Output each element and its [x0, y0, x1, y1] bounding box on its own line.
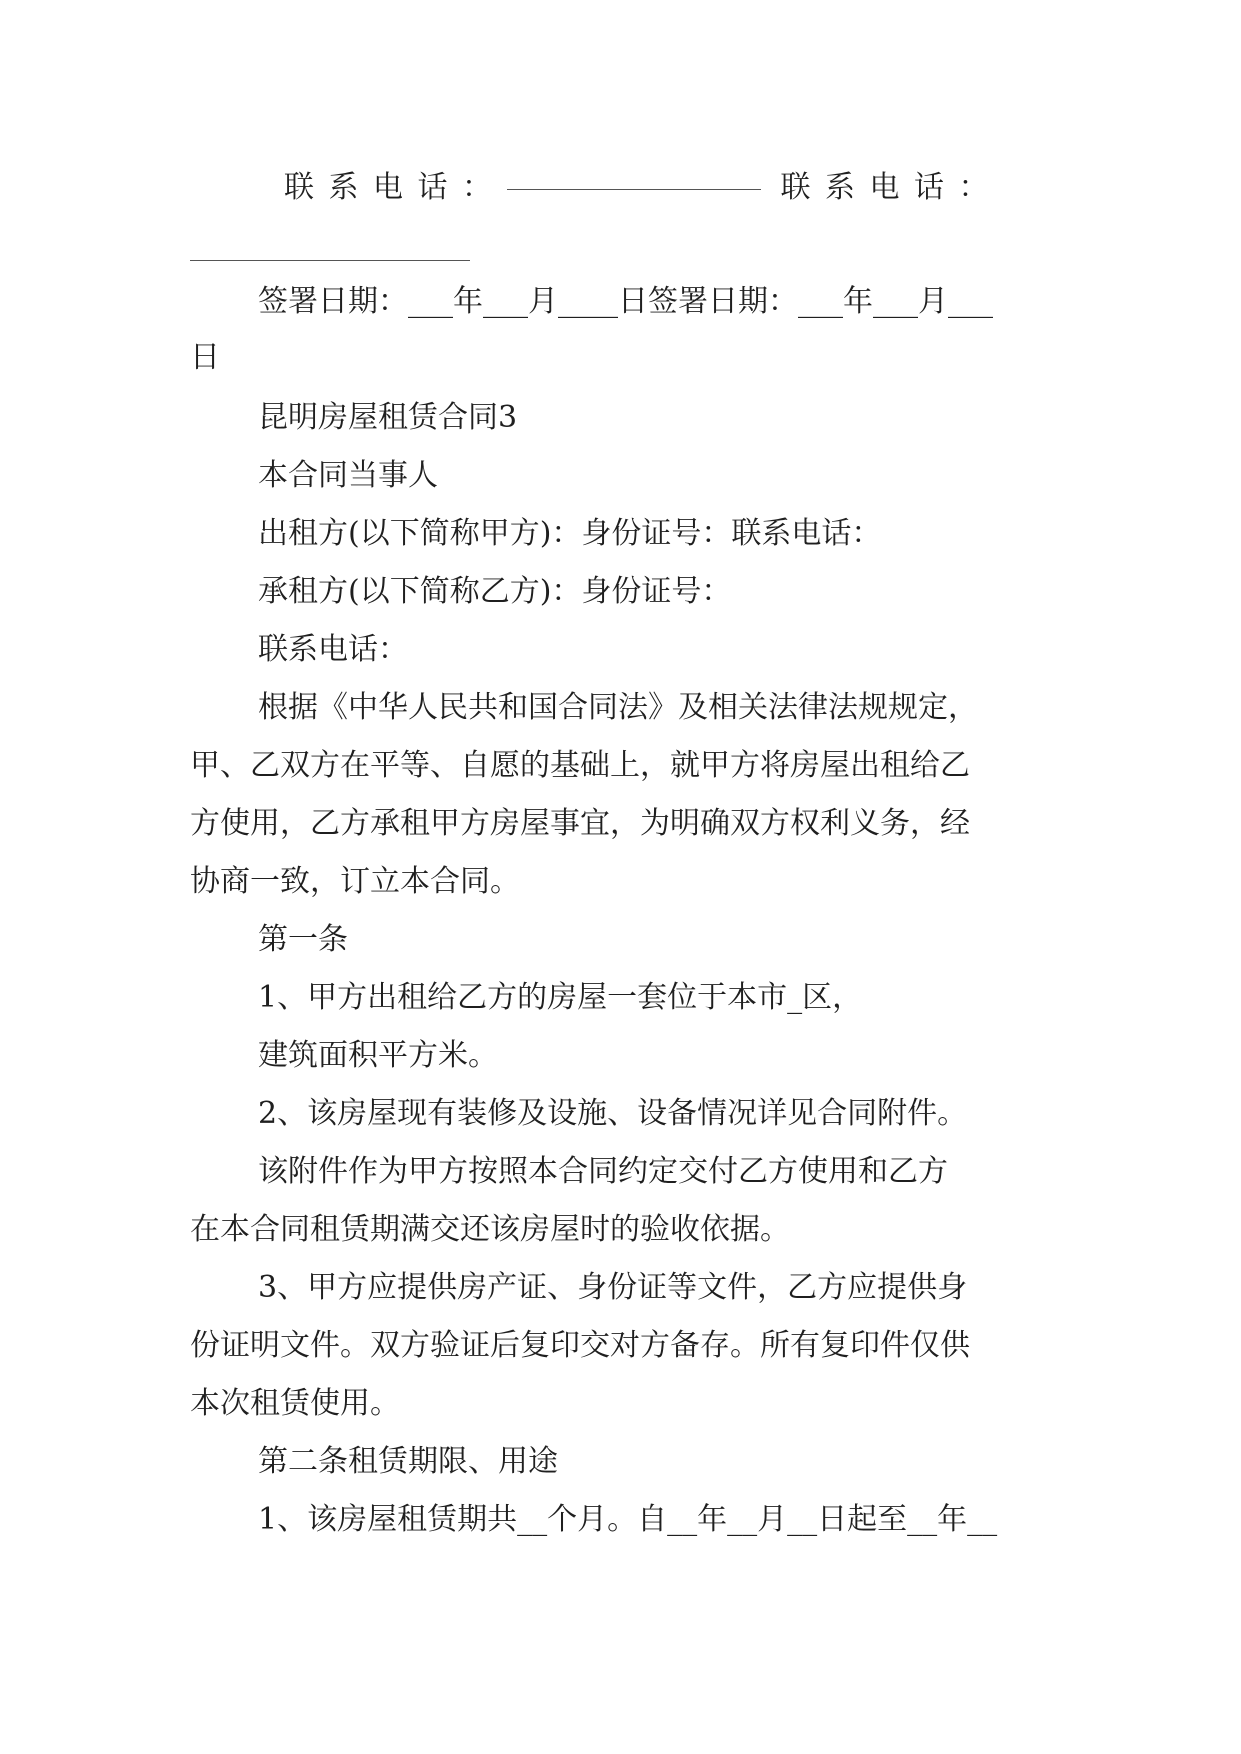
article-2-clause-1: 1、该房屋租赁期共__个月。自__年__月__日起至__年__ — [258, 1502, 998, 1537]
article-1-clause-3-line-1: 3、甲方应提供房产证、身份证等文件，乙方应提供身 — [258, 1270, 968, 1305]
preamble-line-2: 甲、乙双方在平等、自愿的基础上，就甲方将房屋出租给乙 — [190, 748, 970, 783]
contact-phone-blank-left — [507, 188, 761, 190]
article-1-clause-1a: 1、甲方出租给乙方的房屋一套位于本市_区， — [258, 980, 863, 1015]
article-1-clause-2-cont-1: 该附件作为甲方按照本合同约定交付乙方使用和乙方 — [258, 1154, 948, 1189]
sign-date-line: 签署日期：___年___月____日签署日期：___年___月___ — [258, 284, 993, 319]
contact-phone-label-right: 联系电话： — [780, 170, 1003, 205]
article-1-heading: 第一条 — [258, 922, 348, 957]
lessee-line: 承租方(以下简称乙方)：身份证号： — [258, 574, 732, 609]
lessee-phone-line: 联系电话： — [258, 632, 408, 667]
preamble-line-3: 方使用，乙方承租甲方房屋事宜，为明确双方权利义务，经 — [190, 806, 970, 841]
contact-phone-blank-right — [190, 260, 470, 261]
lessor-line: 出租方(以下简称甲方)：身份证号：联系电话： — [258, 516, 882, 551]
sign-date-wrap: 日 — [190, 340, 220, 375]
article-1-clause-1b: 建筑面积平方米。 — [258, 1038, 498, 1073]
contract-title: 昆明房屋租赁合同3 — [258, 400, 518, 435]
article-1-clause-3-line-3: 本次租赁使用。 — [190, 1386, 400, 1421]
article-1-clause-2-cont-2: 在本合同租赁期满交还该房屋时的验收依据。 — [190, 1212, 790, 1247]
article-2-heading: 第二条租赁期限、用途 — [258, 1444, 558, 1479]
article-1-clause-2: 2、该房屋现有装修及设施、设备情况详见合同附件。 — [258, 1096, 968, 1131]
preamble-line-1: 根据《中华人民共和国合同法》及相关法律法规规定， — [258, 690, 978, 725]
contact-phone-label-left: 联系电话： — [284, 170, 507, 205]
contact-phone-row — [284, 168, 1003, 208]
parties-heading: 本合同当事人 — [258, 458, 438, 493]
preamble-line-4: 协商一致，订立本合同。 — [190, 864, 520, 899]
article-1-clause-3-line-2: 份证明文件。双方验证后复印交对方备存。所有复印件仅供 — [190, 1328, 970, 1363]
